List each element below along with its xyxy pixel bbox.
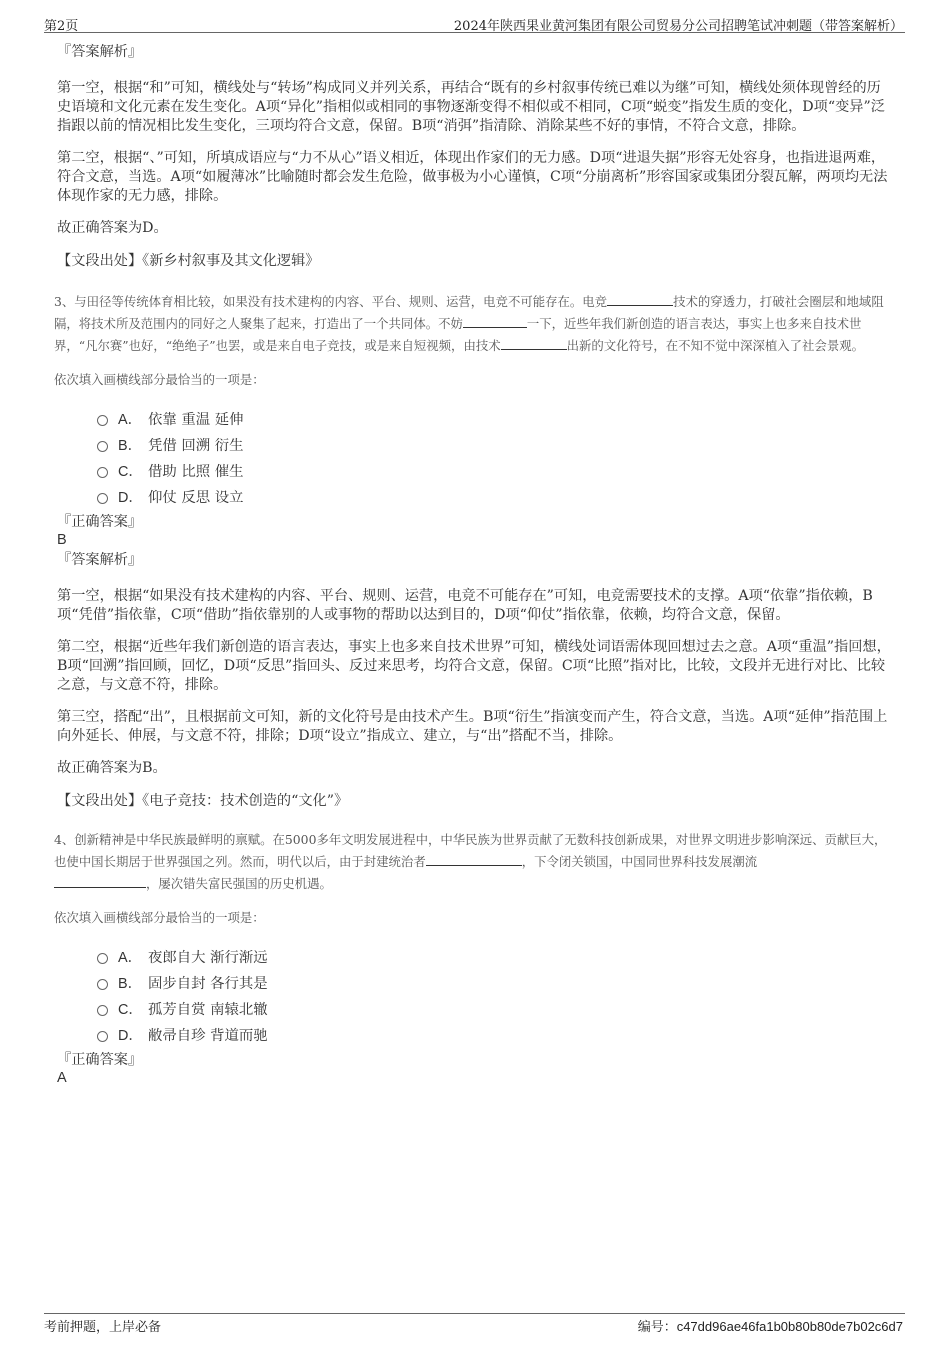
footer-slogan: 考前押题，上岸必备 bbox=[44, 1320, 162, 1335]
fill-blank bbox=[607, 293, 673, 306]
correct-answer-label: 『正确答案』 bbox=[57, 514, 143, 530]
option-a[interactable]: A． 夜郎自大 渐行渐远 bbox=[97, 943, 893, 969]
radio-button[interactable] bbox=[97, 1005, 108, 1016]
correct-answer: B bbox=[57, 532, 67, 548]
source-citation: 【文段出处】《电子竞技：技术创造的“文化”》 bbox=[57, 793, 349, 809]
radio-button[interactable] bbox=[97, 441, 108, 452]
radio-button[interactable] bbox=[97, 467, 108, 478]
fill-blank bbox=[54, 875, 146, 888]
radio-button[interactable] bbox=[97, 953, 108, 964]
analysis-paragraph: 第三空，搭配“出”，且根据前文可知，新的文化符号是由技术产生。B项“衍生”指演变而产生，符合文意，当选。A项“延伸”指范围上向外延长、伸展，与文意不符，排除；D项“设立”指成立、建立，与“出”搭配不当，排除。 bbox=[57, 709, 888, 744]
page-number: 第2页 bbox=[44, 19, 79, 34]
radio-button[interactable] bbox=[97, 493, 108, 504]
conclusion: 故正确答案为B。 bbox=[57, 760, 167, 776]
document-body bbox=[54, 43, 893, 1087]
radio-button[interactable] bbox=[97, 1031, 108, 1042]
document-title: 2024年陕西果业黄河集团有限公司贸易分公司招聘笔试冲刺题（带答案解析） bbox=[453, 19, 903, 34]
correct-answer-label: 『正确答案』 bbox=[57, 1052, 143, 1068]
correct-answer: A bbox=[57, 1070, 67, 1086]
option-d[interactable]: D． 仰仗 反思 设立 bbox=[97, 483, 893, 509]
fill-blank bbox=[426, 853, 522, 866]
option-c[interactable]: C． 孤芳自赏 南辕北辙 bbox=[97, 995, 893, 1021]
option-d[interactable]: D． 敝帚自珍 背道而驰 bbox=[97, 1021, 893, 1047]
analysis-paragraph: 第二空，根据“、”可知，所填成语应与“力不从心”语义相近，体现出作家们的无力感。D项“进退失据”形容无处容身，也指进退两难，符合文意，当选。A项“如履薄冰”比喻随时都会发生危险，做事极为小心谨慎，C项“分崩离析”形容国家或集团分裂瓦解，两项均无法体现作家的无力感，排除。 bbox=[57, 150, 888, 204]
option-a[interactable]: A． 依靠 重温 延伸 bbox=[97, 405, 893, 431]
document-id: 编号：c47dd96ae46fa1b0b80b80de7b02c6d7 bbox=[637, 1319, 903, 1334]
analysis-paragraph: 第一空，根据“如果没有技术建构的内容、平台、规则、运营，电竞不可能存在”可知，电竞需要技术的支撑。A项“依靠”指依赖，B项“凭借”指依靠，C项“借助”指依靠别的人或事物的帮助以达到目的，D项“仰仗”指依靠，依赖，均符合文意，保留。 bbox=[57, 588, 873, 623]
page-header bbox=[44, 10, 905, 33]
question-prompt: 依次填入画横线部分最恰当的一项是： bbox=[54, 372, 265, 387]
radio-button[interactable] bbox=[97, 979, 108, 990]
option-b[interactable]: B． 固步自封 各行其是 bbox=[97, 969, 893, 995]
question-stem: 3、与田径等传统体育相比较，如果没有技术建构的内容、平台、规则、运营，电竞不可能存在。电竞 技术的穿透力，打破社会圈层和地域阻隔，将技术所及范围内的同好之人聚集了起来，打造出了一个共同体。不妨 一下，近些年我们新创造的语言表达，事实上也多来自技术世界，“凡尔赛”也好，“绝绝子”也罢，或是来自电子竞技，或是来自短视频，由技术 出新的文化符号，在不知不觉中深深植入了社会景观。 bbox=[54, 294, 884, 353]
option-c[interactable]: C． 借助 比照 催生 bbox=[97, 457, 893, 483]
fill-blank bbox=[463, 315, 527, 328]
analysis-paragraph: 第一空，根据“和”可知，横线处与“转场”构成同义并列关系，再结合“既有的乡村叙事传统已难以为继”可知，横线处须体现曾经的历史语境和文化元素在发生变化。A项“异化”指相似或相同的事物逐渐变得不相似或不相同，C项“蜕变”指发生质的变化，D项“变异”泛指跟以前的情况相比发生变化，三项均符合文意，保留。B项“消弭”指清除、消除某些不好的事情，不符合文意，排除。 bbox=[57, 80, 885, 134]
question-stem: 4、创新精神是中华民族最鲜明的禀赋。在5000多年文明发展进程中，中华民族为世界贡献了无数科技创新成果，对世界文明进步影响深远、贡献巨大，也使中国长期居于世界强国之列。然而，明代以后，由于封建统治者 ，下令闭关锁国，中国同世界科技发展潮流 ，屡次错失富民强国的历史机遇。 bbox=[54, 832, 887, 891]
option-b[interactable]: B． 凭借 回溯 衍生 bbox=[97, 431, 893, 457]
analysis-label: 『答案解析』 bbox=[57, 552, 143, 568]
option-list bbox=[97, 405, 893, 509]
conclusion: 故正确答案为D。 bbox=[57, 220, 168, 236]
source-citation: 【文段出处】《新乡村叙事及其文化逻辑》 bbox=[57, 253, 320, 269]
analysis-label: 『答案解析』 bbox=[57, 44, 143, 60]
question-prompt: 依次填入画横线部分最恰当的一项是： bbox=[54, 910, 265, 925]
analysis-paragraph: 第二空，根据“近些年我们新创造的语言表达，事实上也多来自技术世界”可知，横线处词语需体现回想过去之意。A项“重温”指回想，B项“回溯”指回顾，回忆，D项“反思”指回头、反过来思考，均符合文意，保留。C项“比照”指对比，比较，文段并无进行对比、比较之意，与文意不符，排除。 bbox=[57, 639, 891, 693]
page-footer bbox=[44, 1313, 905, 1335]
fill-blank bbox=[501, 337, 567, 350]
option-list bbox=[97, 943, 893, 1047]
radio-button[interactable] bbox=[97, 415, 108, 426]
